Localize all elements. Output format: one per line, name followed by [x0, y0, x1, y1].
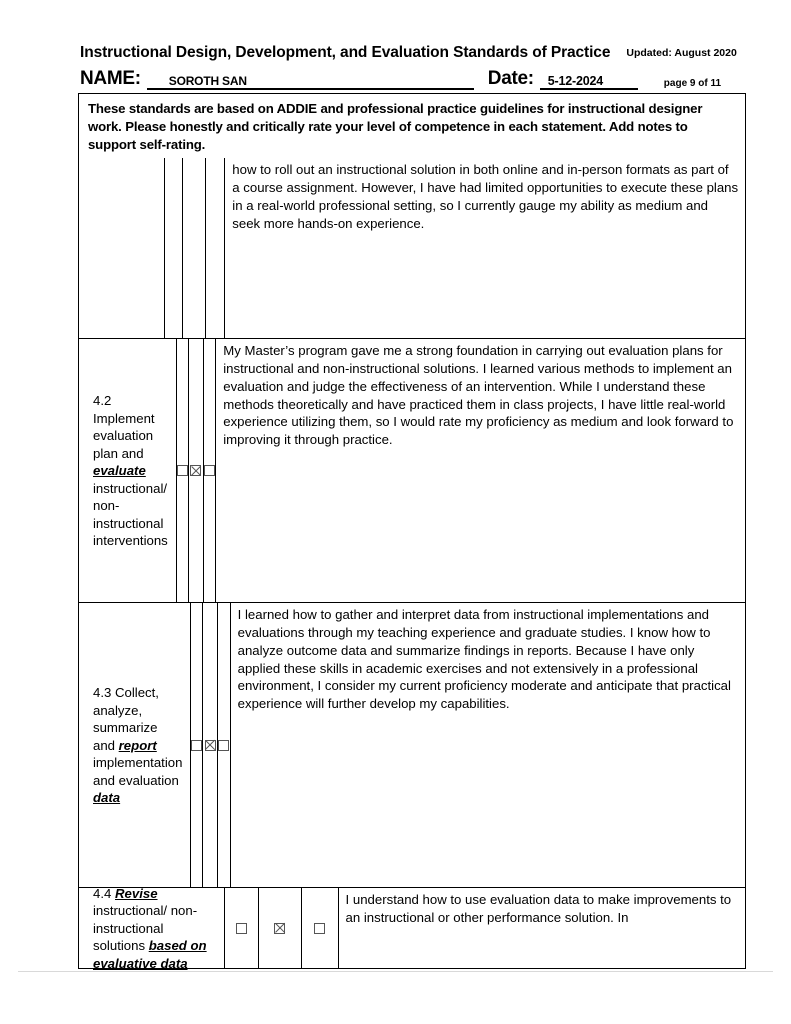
rating-cell-low — [165, 158, 183, 338]
document-header — [80, 44, 780, 90]
statement-mid: implementation and evaluation — [93, 755, 183, 788]
unchecked-checkbox[interactable] — [191, 740, 202, 751]
statement-cell — [79, 885, 225, 971]
name-value: SOROTH SAN — [168, 74, 247, 88]
checked-checkbox[interactable] — [205, 740, 216, 751]
statement-text — [93, 392, 168, 550]
document-title: Instructional Design, Development, and Evaluation Standards of Practice — [80, 44, 611, 61]
table-row — [79, 602, 745, 887]
rating-cell-medium — [183, 158, 206, 338]
statement-emphasis: report — [118, 737, 157, 753]
rating-cell-high — [206, 158, 225, 338]
rating-cell-low[interactable] — [177, 338, 189, 602]
rating-cell-high[interactable] — [204, 338, 217, 602]
date-label: Date: — [487, 68, 534, 89]
rating-cell-low[interactable] — [191, 602, 203, 887]
notes-cell[interactable]: how to roll out an instructional solution in both online and in-person formats as part of a course assignment. However, I have had limited opportunities to execute these plans in a real-world professional setting, so I currently gauge my ability as medium and seek more hands-on experience. — [232, 162, 739, 231]
statement-cell — [79, 602, 191, 887]
unchecked-checkbox[interactable] — [314, 923, 325, 934]
rating-cell-high[interactable] — [218, 602, 231, 887]
statement-suffix: instructional/ non-instructional interventions — [93, 480, 168, 549]
table-row — [79, 338, 745, 602]
rating-cell-medium[interactable] — [203, 602, 218, 887]
statement-emphasis: Revise — [115, 885, 158, 901]
statement-cell — [79, 158, 165, 338]
notes-cell[interactable]: I understand how to use evaluation data to make improvements to an instructional or other performance solution. In — [339, 887, 745, 968]
name-label: NAME: — [80, 68, 141, 89]
checked-checkbox[interactable] — [274, 923, 285, 934]
page-separator — [18, 971, 773, 972]
statement-prefix: 4.3 Collect, analyze, summarize and — [93, 685, 159, 753]
unchecked-checkbox[interactable] — [218, 740, 229, 751]
table-body — [79, 158, 745, 971]
statement-emphasis-2: based on evaluative data — [93, 938, 207, 971]
statement-prefix: 4.2 Implement evaluation plan and — [93, 392, 155, 461]
rating-cell-low[interactable] — [225, 887, 259, 968]
statement-emphasis: evaluate — [93, 463, 146, 479]
standards-table — [78, 93, 746, 969]
unchecked-checkbox[interactable] — [177, 465, 188, 476]
notes-cell[interactable]: My Master’s program gave me a strong foundation in carrying out evaluation plans for instructional and non-instructional solutions. I learned various methods to implement an evaluation and judge the effectiveness of an intervention. While I understand these methods theoretically and have practiced them in class projects, I have little real-world experience utilizing them, so I would rate my proficiency as medium and look forward to improving it through practice. — [216, 338, 745, 602]
updated-date-label: Updated: August 2020 — [626, 47, 737, 59]
title-row — [80, 44, 780, 62]
statement-text — [93, 684, 182, 807]
table-row — [79, 885, 745, 971]
rating-cell-medium[interactable] — [189, 338, 204, 602]
table-row — [79, 158, 745, 338]
date-field[interactable] — [540, 72, 638, 90]
notes-cell[interactable]: I learned how to gather and interpret data from instructional implementations and evaluations through my teaching experience and graduate studies. I know how to analyze outcome data and summarize findings in reports. Because I have only applied these skills in academic exercises and not extensively in a professional environment, I consider my current proficiency moderate and anticipate that practical experience will further develop my capabilities. — [231, 602, 745, 887]
statement-cell — [79, 338, 177, 602]
unchecked-checkbox[interactable] — [204, 465, 215, 476]
checked-checkbox[interactable] — [190, 465, 201, 476]
page-number: page 9 of 11 — [663, 78, 722, 89]
name-field[interactable] — [147, 72, 474, 90]
name-date-row — [80, 68, 780, 90]
statement-text — [93, 885, 216, 973]
rating-cell-high[interactable] — [302, 887, 339, 968]
rating-cell-medium[interactable] — [259, 887, 302, 968]
instructions-text: These standards are based on ADDIE and professional practice guidelines for instructional designer work. Please honestly and critically rate your level of competence in each statement. Add notes to support self-rating. — [88, 101, 703, 152]
statement-emphasis-2: data — [93, 790, 121, 806]
statement-prefix: 4.4 — [93, 885, 115, 901]
statement-mid: instructional/ non-instructional solutions — [93, 903, 198, 954]
unchecked-checkbox[interactable] — [236, 923, 247, 934]
date-value: 5-12-2024 — [547, 74, 603, 88]
